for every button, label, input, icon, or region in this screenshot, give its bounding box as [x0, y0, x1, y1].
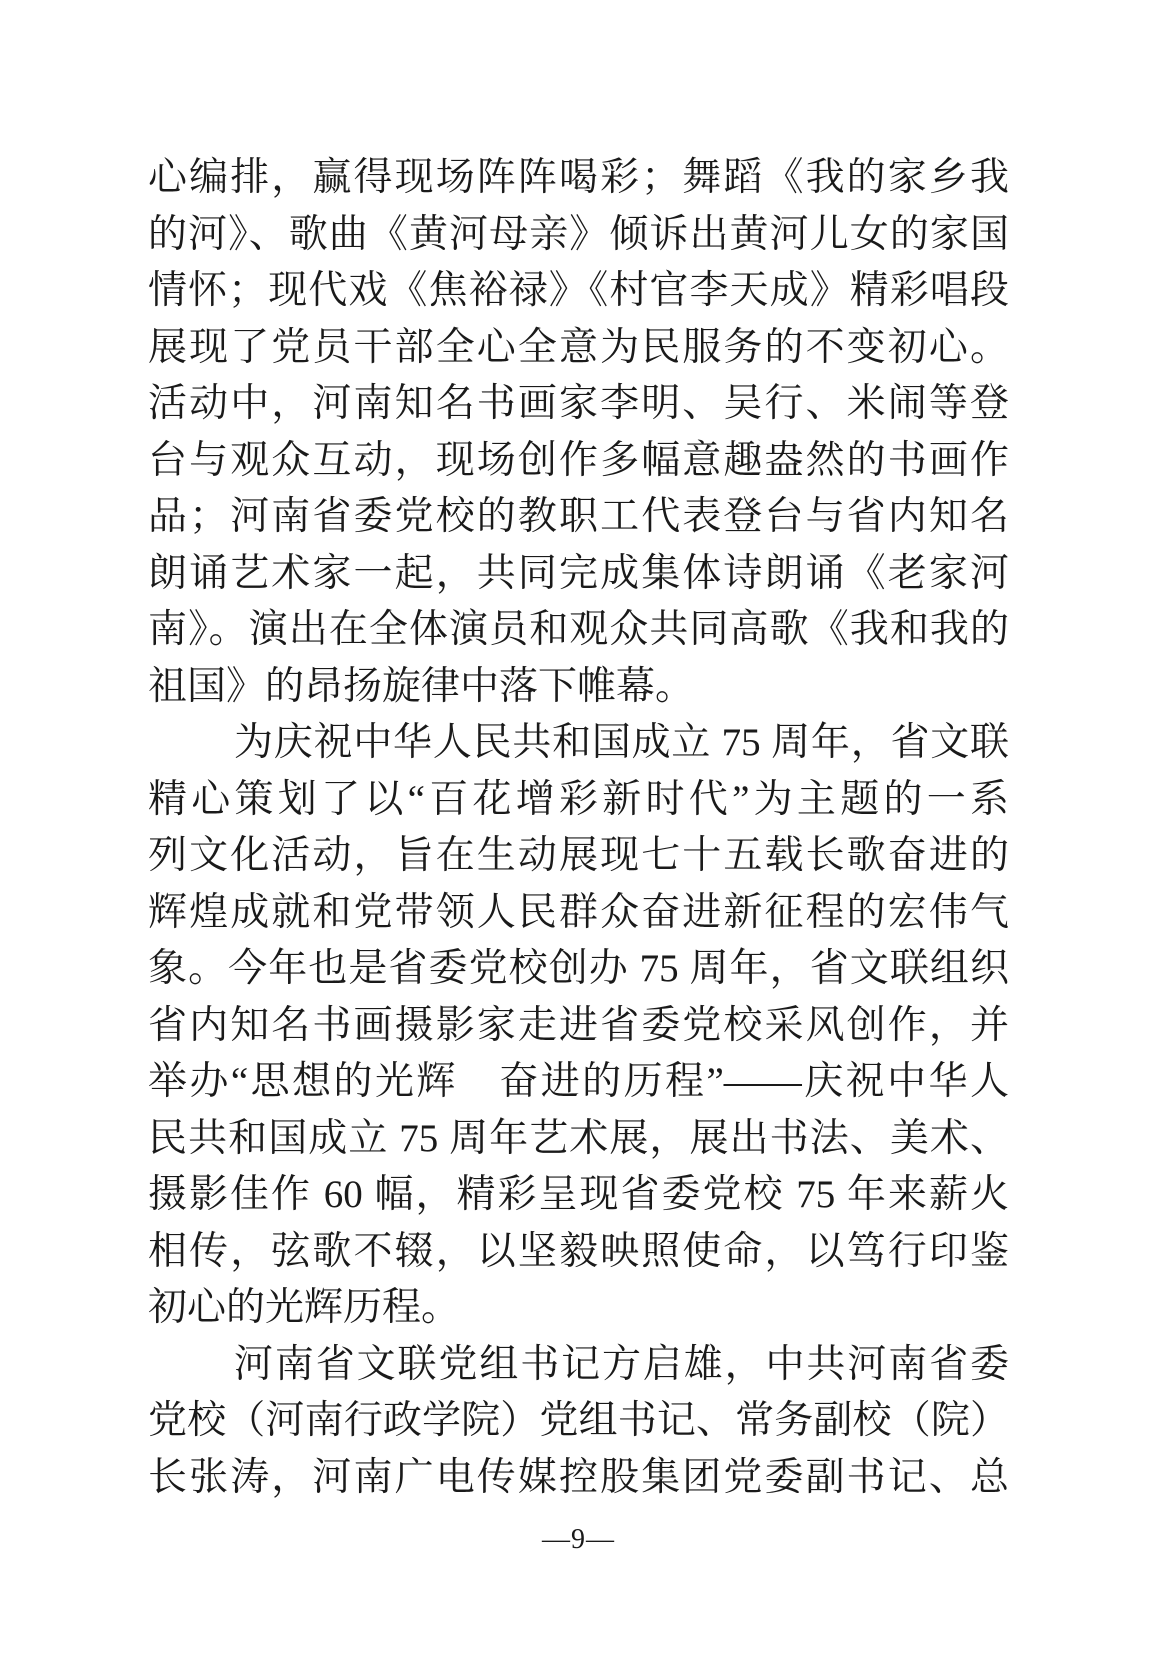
text-line: 的河》、歌曲《黄河母亲》倾诉出黄河儿女的家国	[148, 212, 1009, 256]
paragraph	[148, 1337, 1009, 1507]
document-body	[148, 150, 1009, 1506]
text-line: 初心的光辉历程。	[148, 1286, 461, 1329]
text-line: 精心策划了以“百花增彩新时代”为主题的一系	[148, 777, 1009, 821]
text-line: 南》。演出在全体演员和观众共同高歌《我和我的	[148, 608, 1009, 651]
text-line: 为庆祝中华人民共和国成立 75 周年，省文联	[234, 721, 1009, 764]
text-line: 党校（河南行政学院）党组书记、常务副校（院）	[148, 1399, 1009, 1442]
text-line: 心编排，赢得现场阵阵喝彩；舞蹈《我的家乡我	[148, 156, 1009, 199]
text-line: 列文化活动，旨在生动展现七十五载长歌奋进的	[148, 834, 1009, 877]
paragraph	[148, 715, 1009, 1337]
text-line: 朗诵艺术家一起，共同完成集体诗朗诵《老家河	[148, 551, 1009, 595]
text-line: 品；河南省委党校的教职工代表登台与省内知名	[148, 495, 1009, 538]
text-line: 展现了党员干部全心全意为民服务的不变初心。	[148, 325, 1009, 369]
text-line: 台与观众互动，现场创作多幅意趣盎然的书画作	[148, 438, 1009, 482]
text-line: 祖国》的昂扬旋律中落下帷幕。	[148, 664, 695, 708]
page-number: —9—	[542, 1524, 615, 1555]
text-line: 省内知名书画摄影家走进省委党校采风创作，并	[148, 1003, 1009, 1047]
paragraph	[148, 150, 1009, 715]
text-line: 象。今年也是省委党校创办 75 周年，省文联组织	[148, 947, 1009, 990]
text-line: 情怀；现代戏《焦裕禄》《村官李天成》精彩唱段	[148, 269, 1009, 312]
text-line: 摄影佳作 60 幅，精彩呈现省委党校 75 年来薪火	[148, 1173, 1009, 1216]
text-line: 辉煌成就和党带领人民群众奋进新征程的宏伟气	[148, 890, 1009, 934]
text-line: 河南省文联党组书记方启雄，中共河南省委	[234, 1342, 1009, 1386]
text-line: 举办“思想的光辉 奋进的历程”——庆祝中华人	[148, 1060, 1009, 1103]
page-footer	[0, 1524, 1157, 1556]
text-line: 民共和国成立 75 周年艺术展，展出书法、美术、	[148, 1116, 1009, 1160]
text-line: 相传，弦歌不辍，以坚毅映照使命，以笃行印鉴	[148, 1229, 1009, 1273]
text-line: 长张涛，河南广电传媒控股集团党委副书记、总	[148, 1455, 1009, 1499]
text-line: 活动中，河南知名书画家李明、吴行、米闹等登	[148, 382, 1009, 425]
